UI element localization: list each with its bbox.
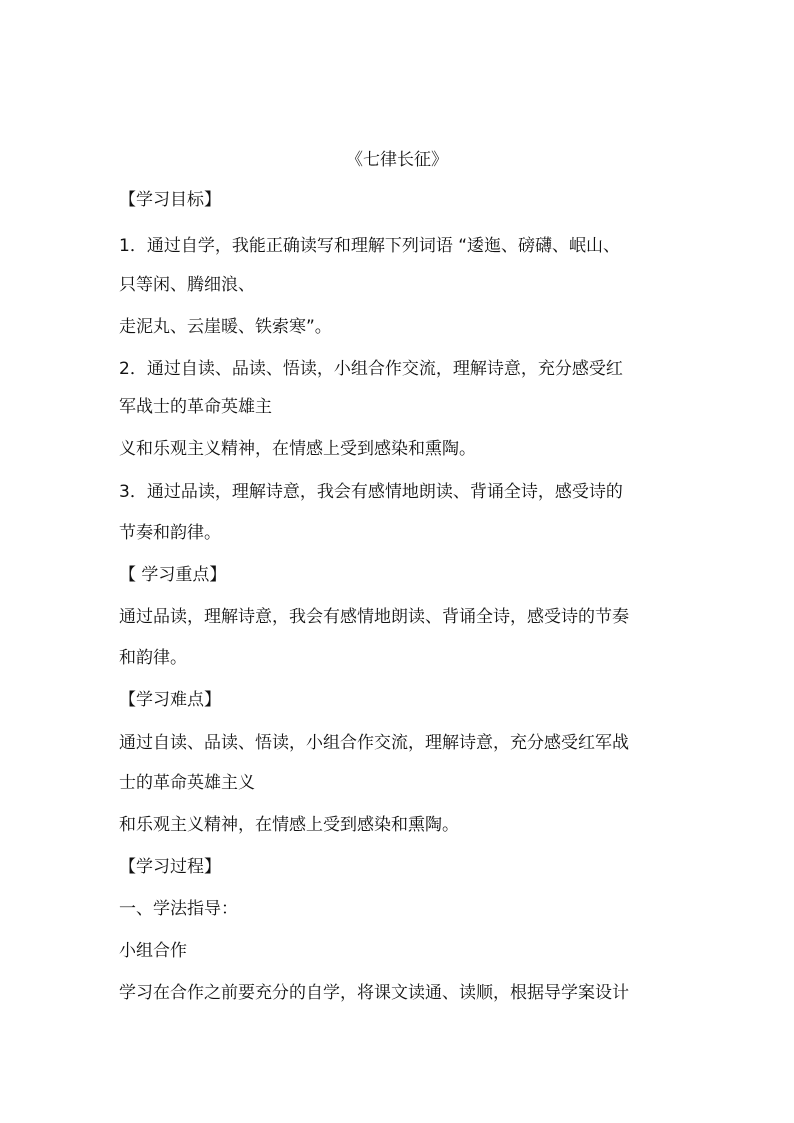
document-title: 《七律长征》 — [346, 150, 448, 170]
keypoints-line-2: 和韵律。 — [119, 648, 187, 668]
section-heading-process: 【学习过程】 — [119, 857, 221, 877]
process-line-1: 学习在合作之前要充分的自学，将课文读通、读顺，根据导学案设计 — [119, 983, 629, 1003]
objective-2-line-3: 义和乐观主义精神，在情感上受到感染和熏陶。 — [119, 439, 476, 459]
objective-3-line-1: 3．通过品读，理解诗意，我会有感情地朗读、背诵全诗，感受诗的 — [119, 482, 623, 502]
objective-1-line-3: 走泥丸、云崖暖、铁索寒”。 — [119, 317, 332, 337]
section-heading-difficulties: 【学习难点】 — [119, 690, 221, 710]
keypoints-line-1: 通过品读，理解诗意，我会有感情地朗读、背诵全诗，感受诗的节奏 — [119, 607, 629, 627]
objective-1-line-2: 只等闲、腾细浪、 — [119, 275, 255, 295]
difficulties-line-1: 通过自读、品读、悟读，小组合作交流，理解诗意，充分感受红军战 — [119, 733, 629, 753]
process-subheading: 小组合作 — [119, 941, 187, 961]
objective-1-line-1: 1．通过自学，我能正确读写和理解下列词语 “逶迤、磅礴、岷山、 — [119, 236, 621, 256]
difficulties-line-2: 士的革命英雄主义 — [119, 773, 255, 793]
objective-2-line-2: 军战士的革命英雄主 — [119, 397, 272, 417]
section-heading-keypoints: 【 学习重点】 — [119, 565, 227, 585]
process-heading: 一、学法指导： — [119, 899, 238, 919]
objective-3-line-2: 节奏和韵律。 — [119, 523, 221, 543]
section-heading-objectives: 【学习目标】 — [119, 190, 221, 210]
objective-2-line-1: 2．通过自读、品读、悟读，小组合作交流，理解诗意，充分感受红 — [119, 359, 623, 379]
difficulties-line-3: 和乐观主义精神，在情感上受到感染和熏陶。 — [119, 815, 459, 835]
